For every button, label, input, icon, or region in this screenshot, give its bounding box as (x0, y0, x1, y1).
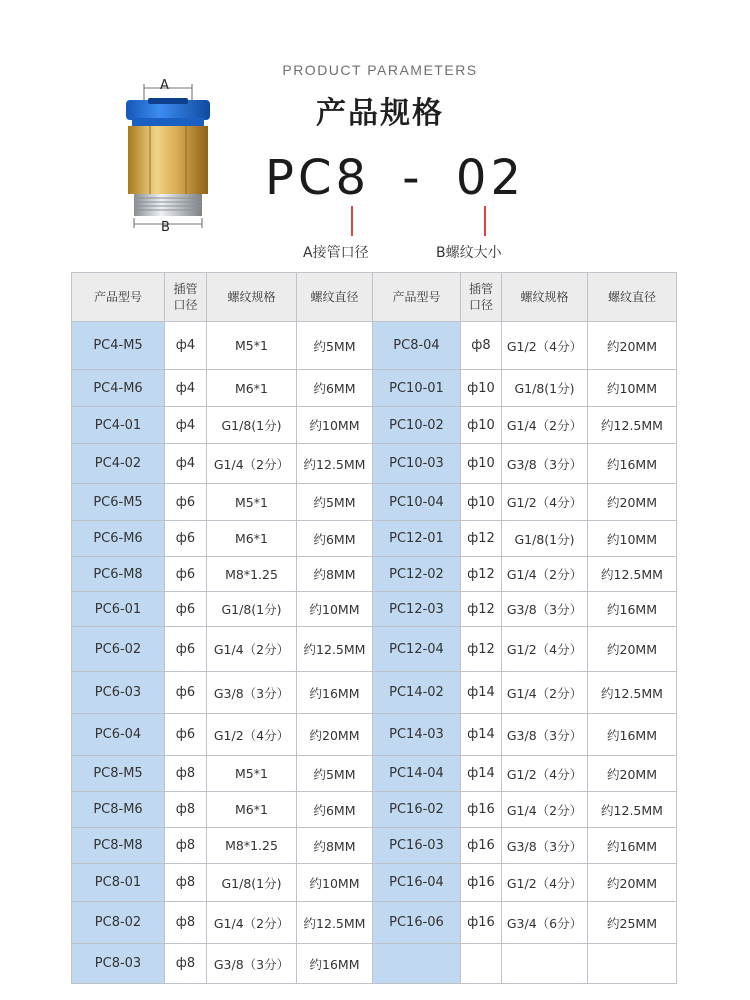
model-cell: PC8-03 (72, 944, 165, 984)
thread-spec-cell: G3/8（3分） (502, 828, 588, 864)
thread-spec-cell: G1/4（2分） (502, 792, 588, 828)
thread-spec-cell: G3/8（3分） (207, 944, 297, 984)
thread-diameter-cell: 约6MM (297, 521, 373, 557)
thread-diameter-cell: 约16MM (588, 714, 677, 756)
model-code-dash: - (402, 150, 424, 206)
thread-spec-cell: G1/2（4分） (502, 627, 588, 672)
thread-diameter-cell: 约20MM (588, 484, 677, 521)
column-header: 螺纹规格 (502, 273, 588, 322)
thread-spec-cell: M5*1 (207, 322, 297, 370)
table-row (72, 322, 677, 370)
table-row (72, 864, 677, 902)
model-cell: PC8-01 (72, 864, 165, 902)
column-header: 螺纹直径 (588, 273, 677, 322)
model-cell: PC12-04 (373, 627, 461, 672)
thread-spec-cell: M6*1 (207, 370, 297, 407)
model-cell: PC16-03 (373, 828, 461, 864)
section-title: 产品规格 (316, 96, 444, 131)
thread-spec-cell: G3/8（3分） (502, 714, 588, 756)
tube-diameter-cell: ф6 (165, 521, 207, 557)
tube-diameter-cell: ф10 (461, 370, 502, 407)
thread-diameter-cell: 约16MM (588, 444, 677, 484)
model-cell: PC6-03 (72, 672, 165, 714)
table-row (72, 592, 677, 627)
tube-diameter-cell: ф14 (461, 714, 502, 756)
model-cell: PC10-03 (373, 444, 461, 484)
model-cell: PC8-M8 (72, 828, 165, 864)
thread-spec-cell: G1/8(1分) (207, 592, 297, 627)
tube-diameter-cell: ф16 (461, 902, 502, 944)
model-cell: PC8-04 (373, 322, 461, 370)
thread-spec-cell: M5*1 (207, 484, 297, 521)
model-cell: PC12-01 (373, 521, 461, 557)
tube-diameter-cell: ф16 (461, 864, 502, 902)
thread-diameter-cell: 约12.5MM (588, 792, 677, 828)
thread-diameter-cell: 约16MM (588, 828, 677, 864)
thread-diameter-cell: 约6MM (297, 792, 373, 828)
tube-diameter-cell: ф6 (165, 592, 207, 627)
thread-diameter-cell: 约20MM (588, 322, 677, 370)
table-row (72, 672, 677, 714)
table-row (72, 484, 677, 521)
thread-diameter-cell: 约20MM (588, 756, 677, 792)
thread-spec-cell: G1/2（4分） (502, 756, 588, 792)
model-cell: PC14-02 (373, 672, 461, 714)
model-cell: PC6-M5 (72, 484, 165, 521)
marker-a-line (351, 206, 353, 236)
model-cell: PC6-02 (72, 627, 165, 672)
thread-diameter-cell: 约8MM (297, 828, 373, 864)
model-cell: PC4-02 (72, 444, 165, 484)
table-row (72, 792, 677, 828)
thread-diameter-cell: 约20MM (588, 864, 677, 902)
table-row (72, 444, 677, 484)
thread-diameter-cell: 约16MM (297, 944, 373, 984)
dimension-b-label: B (161, 220, 170, 235)
tube-diameter-cell: ф14 (461, 756, 502, 792)
thread-spec-cell: G1/2（4分） (502, 322, 588, 370)
model-code (265, 150, 525, 206)
tube-diameter-cell: ф14 (461, 672, 502, 714)
model-cell: PC16-04 (373, 864, 461, 902)
tube-diameter-cell: ф6 (165, 714, 207, 756)
thread-diameter-cell: 约16MM (297, 672, 373, 714)
model-cell (373, 944, 461, 984)
thread-diameter-cell: 约20MM (297, 714, 373, 756)
thread-diameter-cell: 约5MM (297, 756, 373, 792)
product-header (0, 0, 750, 270)
column-header: 螺纹规格 (207, 273, 297, 322)
thread-diameter-cell: 约10MM (588, 370, 677, 407)
tube-diameter-cell: ф4 (165, 370, 207, 407)
table-row (72, 521, 677, 557)
model-cell: PC12-03 (373, 592, 461, 627)
table-body (72, 322, 677, 984)
thread-spec-cell: G1/8(1分) (207, 407, 297, 444)
thread-diameter-cell: 约20MM (588, 627, 677, 672)
model-cell: PC10-01 (373, 370, 461, 407)
column-header: 插管口径 (165, 273, 207, 322)
tube-diameter-cell: ф10 (461, 444, 502, 484)
thread-diameter-cell: 约16MM (588, 592, 677, 627)
tube-diameter-cell: ф6 (165, 627, 207, 672)
thread-diameter-cell: 约12.5MM (588, 672, 677, 714)
model-cell: PC4-M5 (72, 322, 165, 370)
thread-diameter-cell (588, 944, 677, 984)
tube-diameter-cell: ф8 (165, 756, 207, 792)
model-cell: PC12-02 (373, 557, 461, 592)
thread-spec-cell: G3/8（3分） (207, 672, 297, 714)
model-cell: PC10-02 (373, 407, 461, 444)
thread-diameter-cell: 约10MM (297, 592, 373, 627)
table-row (72, 557, 677, 592)
tube-diameter-cell: ф16 (461, 792, 502, 828)
thread-spec-cell: G3/4（6分） (502, 902, 588, 944)
model-cell: PC6-01 (72, 592, 165, 627)
thread-spec-cell: G1/4（2分） (502, 557, 588, 592)
model-cell: PC14-03 (373, 714, 461, 756)
tube-diameter-cell: ф8 (165, 828, 207, 864)
table-row (72, 902, 677, 944)
tube-diameter-cell: ф12 (461, 521, 502, 557)
thread-diameter-cell: 约25MM (588, 902, 677, 944)
column-header: 产品型号 (373, 273, 461, 322)
label-a-pipe-diameter: A接管口径 (303, 245, 369, 261)
tube-diameter-cell: ф10 (461, 407, 502, 444)
tube-diameter-cell: ф12 (461, 592, 502, 627)
column-header: 产品型号 (72, 273, 165, 322)
thread-diameter-cell: 约12.5MM (588, 557, 677, 592)
tube-diameter-cell: ф8 (165, 864, 207, 902)
model-cell: PC6-M8 (72, 557, 165, 592)
thread-spec-cell (502, 944, 588, 984)
model-cell: PC16-06 (373, 902, 461, 944)
thread-spec-cell: G1/4（2分） (207, 627, 297, 672)
tube-diameter-cell: ф8 (165, 792, 207, 828)
thread-spec-cell: G1/4（2分） (207, 902, 297, 944)
thread-spec-cell: M8*1.25 (207, 828, 297, 864)
table-row (72, 944, 677, 984)
thread-spec-cell: G1/2（4分） (502, 484, 588, 521)
marker-b-line (484, 206, 486, 236)
thread-spec-cell: G3/8（3分） (502, 592, 588, 627)
tube-diameter-cell: ф4 (165, 407, 207, 444)
thread-spec-cell: G1/8(1分) (502, 370, 588, 407)
tube-diameter-cell: ф12 (461, 627, 502, 672)
tube-diameter-cell: ф8 (165, 944, 207, 984)
thread-spec-cell: G1/4（2分） (502, 407, 588, 444)
model-cell: PC6-04 (72, 714, 165, 756)
dimension-a-label: A (160, 78, 169, 93)
table-row (72, 370, 677, 407)
model-cell: PC8-M6 (72, 792, 165, 828)
model-cell: PC4-01 (72, 407, 165, 444)
tube-diameter-cell: ф8 (461, 322, 502, 370)
tube-diameter-cell: ф10 (461, 484, 502, 521)
thread-spec-cell: G1/8(1分) (207, 864, 297, 902)
thread-spec-cell: G1/4（2分） (502, 672, 588, 714)
tube-diameter-cell: ф6 (165, 672, 207, 714)
table-row (72, 714, 677, 756)
thread-diameter-cell: 约12.5MM (297, 444, 373, 484)
spec-table (71, 272, 677, 984)
thread-spec-cell: G1/4（2分） (207, 444, 297, 484)
thread-diameter-cell: 约5MM (297, 484, 373, 521)
thread-diameter-cell: 约12.5MM (588, 407, 677, 444)
label-b-thread-size: B螺纹大小 (436, 245, 502, 261)
thread-spec-cell: G1/2（4分） (502, 864, 588, 902)
model-code-thread: 02 (455, 150, 525, 206)
thread-diameter-cell: 约10MM (588, 521, 677, 557)
model-cell: PC8-M5 (72, 756, 165, 792)
section-subtitle: PRODUCT PARAMETERS (282, 62, 478, 78)
model-cell: PC16-02 (373, 792, 461, 828)
table-row (72, 627, 677, 672)
tube-diameter-cell: ф4 (165, 322, 207, 370)
tube-diameter-cell (461, 944, 502, 984)
thread-diameter-cell: 约12.5MM (297, 902, 373, 944)
column-header: 插管口径 (461, 273, 502, 322)
thread-diameter-cell: 约5MM (297, 322, 373, 370)
thread-diameter-cell: 约10MM (297, 407, 373, 444)
tube-diameter-cell: ф6 (165, 557, 207, 592)
thread-spec-cell: G1/8(1分) (502, 521, 588, 557)
thread-diameter-cell: 约10MM (297, 864, 373, 902)
tube-diameter-cell: ф12 (461, 557, 502, 592)
model-cell: PC8-02 (72, 902, 165, 944)
model-cell: PC10-04 (373, 484, 461, 521)
thread-spec-cell: M6*1 (207, 792, 297, 828)
tube-diameter-cell: ф6 (165, 484, 207, 521)
table-header-row (72, 273, 677, 322)
push-fitting-image (118, 78, 218, 234)
model-code-series: PC8 (265, 150, 370, 206)
tube-diameter-cell: ф8 (165, 902, 207, 944)
thread-diameter-cell: 约6MM (297, 370, 373, 407)
table-row (72, 407, 677, 444)
tube-diameter-cell: ф4 (165, 444, 207, 484)
thread-diameter-cell: 约8MM (297, 557, 373, 592)
thread-spec-cell: M8*1.25 (207, 557, 297, 592)
thread-diameter-cell: 约12.5MM (297, 627, 373, 672)
thread-spec-cell: G1/2（4分） (207, 714, 297, 756)
thread-spec-cell: M5*1 (207, 756, 297, 792)
table-row (72, 828, 677, 864)
model-cell: PC4-M6 (72, 370, 165, 407)
tube-diameter-cell: ф16 (461, 828, 502, 864)
thread-spec-cell: M6*1 (207, 521, 297, 557)
model-cell: PC6-M6 (72, 521, 165, 557)
column-header: 螺纹直径 (297, 273, 373, 322)
model-cell: PC14-04 (373, 756, 461, 792)
thread-spec-cell: G3/8（3分） (502, 444, 588, 484)
table-row (72, 756, 677, 792)
